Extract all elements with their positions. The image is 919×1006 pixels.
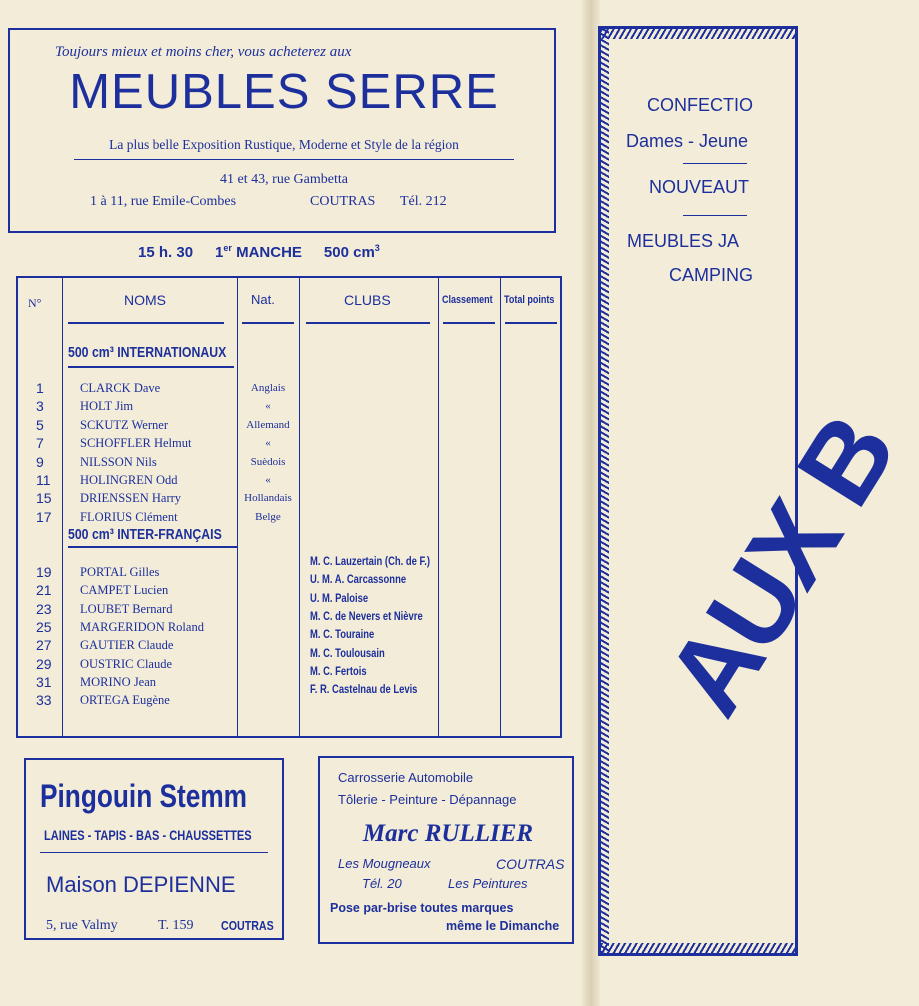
ad-maison: Maison DEPIENNE bbox=[46, 872, 236, 897]
ad-line-carrosserie: Carrosserie Automobile bbox=[338, 770, 474, 785]
header-no: N° bbox=[28, 296, 42, 310]
column-divider bbox=[299, 278, 300, 736]
row-club: U. M. A. Carcassonne bbox=[310, 574, 407, 587]
ad-line-services: Tôlerie - Peinture - Dépannage bbox=[338, 792, 517, 807]
row-rider-name: SCKUTZ Werner bbox=[80, 417, 168, 432]
ad-city: COUTRAS bbox=[310, 194, 376, 209]
header-names: NOMS bbox=[124, 292, 166, 308]
ad-pingouin-stemm bbox=[24, 758, 284, 940]
row-nationality: « bbox=[265, 474, 271, 486]
ad-phone: Tél. 20 bbox=[362, 876, 402, 891]
header-classement: Classement bbox=[442, 294, 493, 306]
row-number: 21 bbox=[36, 582, 52, 599]
column-divider bbox=[438, 278, 439, 736]
row-number: 1 bbox=[36, 380, 44, 396]
row-rider-name: CAMPET Lucien bbox=[80, 583, 169, 598]
row-club: M. C. Fertois bbox=[310, 665, 367, 678]
row-club: M. C. Toulousain bbox=[310, 647, 385, 660]
row-nationality: Hollandais bbox=[244, 492, 292, 505]
section-title-inter-francais: 500 cm³ INTER-FRANÇAIS bbox=[68, 526, 222, 543]
column-divider bbox=[62, 278, 63, 736]
row-number: 23 bbox=[36, 600, 52, 617]
header-underline bbox=[505, 322, 557, 324]
ad-brand-name: Pingouin Stemm bbox=[40, 778, 248, 814]
ad-description: La plus belle Exposition Rustique, Moderne et Style de la région bbox=[109, 137, 459, 152]
ad-pose: Pose par-brise toutes marques bbox=[330, 901, 514, 915]
row-rider-name: DRIENSSEN Harry bbox=[80, 491, 182, 506]
ad-address-line-1: 41 et 43, rue Gambetta bbox=[220, 172, 348, 187]
ad-address: 5, rue Valmy bbox=[46, 918, 118, 933]
row-number: 15 bbox=[36, 490, 52, 507]
right-line-5: CAMPING bbox=[669, 265, 754, 285]
section-underline bbox=[68, 366, 234, 368]
ad-brand-name: MEUBLES SERRE bbox=[69, 65, 499, 119]
row-rider-name: PORTAL Gilles bbox=[80, 565, 160, 579]
right-line-2: Dames - Jeune bbox=[626, 131, 749, 151]
row-rider-name: HOLT Jim bbox=[80, 399, 134, 414]
row-number: 7 bbox=[36, 435, 44, 452]
right-line-4: MEUBLES JA bbox=[627, 231, 740, 251]
row-number: 19 bbox=[36, 564, 52, 580]
row-number: 11 bbox=[36, 472, 51, 488]
hatched-border-left bbox=[601, 29, 609, 953]
ad-address-line-2: 1 à 11, rue Emile-Combes bbox=[90, 194, 237, 209]
row-number: 9 bbox=[36, 453, 44, 470]
row-club: M. C. Touraine bbox=[310, 629, 375, 642]
header-underline bbox=[68, 322, 224, 324]
row-number: 31 bbox=[36, 673, 52, 690]
ad-brand-name: Marc RULLIER bbox=[362, 820, 534, 847]
header-underline bbox=[306, 322, 430, 324]
row-rider-name: SCHOFFLER Helmut bbox=[80, 436, 192, 451]
row-rider-name: HOLINGREN Odd bbox=[80, 473, 178, 487]
row-number: 25 bbox=[36, 618, 52, 635]
ad-products: LAINES - TAPIS - BAS - CHAUSSETTES bbox=[44, 828, 252, 843]
divider bbox=[74, 159, 514, 160]
race-time: 15 h. 30 bbox=[138, 244, 194, 261]
race-manche: 1er MANCHE bbox=[215, 243, 302, 261]
row-nationality: Belge bbox=[255, 510, 281, 523]
header-nat: Nat. bbox=[251, 292, 275, 307]
row-rider-name: OUSTRIC Claude bbox=[80, 656, 173, 671]
row-number: 29 bbox=[36, 655, 52, 672]
right-big-title: AUX B bbox=[642, 396, 918, 736]
row-club: F. R. Castelnau de Levis bbox=[310, 684, 418, 697]
row-rider-name: MARGERIDON Roland bbox=[80, 619, 204, 634]
section-underline bbox=[68, 546, 238, 548]
row-number: 33 bbox=[36, 692, 52, 709]
row-nationality: Anglais bbox=[250, 382, 286, 394]
row-club: U. M. Paloise bbox=[310, 592, 369, 605]
right-page-ad bbox=[598, 26, 918, 956]
ad-meubles-serre bbox=[8, 28, 556, 233]
ad-marc-rullier bbox=[318, 756, 574, 944]
row-nationality: « bbox=[265, 437, 271, 450]
row-number: 5 bbox=[36, 416, 44, 433]
right-line-3: NOUVEAUT bbox=[649, 177, 750, 197]
hatched-border-top bbox=[601, 29, 795, 39]
row-number: 27 bbox=[36, 637, 52, 654]
row-number: 17 bbox=[36, 508, 52, 525]
divider bbox=[683, 215, 747, 216]
entry-table bbox=[16, 276, 562, 738]
row-rider-name: LOUBET Bernard bbox=[80, 601, 173, 616]
row-rider-name: CLARCK Dave bbox=[80, 381, 161, 395]
row-rider-name: NILSSON Nils bbox=[80, 454, 157, 469]
section-title-internationaux: 500 cm³ INTERNATIONAUX bbox=[68, 344, 227, 361]
row-nationality: « bbox=[265, 400, 271, 413]
row-number: 3 bbox=[36, 398, 44, 415]
race-heading bbox=[138, 243, 402, 261]
race-class: 500 $cm^3$ bbox=[323, 243, 380, 261]
right-line-1: CONFECTIO bbox=[647, 95, 753, 115]
row-rider-name: ORTEGA Eugène bbox=[80, 693, 170, 708]
ad-city: COUTRAS bbox=[221, 918, 274, 933]
row-club: M. C. Lauzertain (Ch. de F.) bbox=[310, 556, 430, 568]
ad-dimanche: même le Dimanche bbox=[446, 919, 560, 933]
ad-phone: Tél. 212 bbox=[400, 194, 447, 209]
header-underline bbox=[242, 322, 294, 324]
row-club: M. C. de Nevers et Nièvre bbox=[310, 610, 423, 623]
divider bbox=[40, 852, 268, 853]
row-nationality: Suèdois bbox=[250, 455, 286, 468]
hatched-border-bottom bbox=[601, 943, 795, 953]
row-rider-name: MORINO Jean bbox=[80, 674, 157, 689]
ad-locality: Les Mougneaux bbox=[338, 856, 431, 871]
header-clubs: CLUBS bbox=[344, 292, 391, 308]
header-underline bbox=[443, 322, 495, 324]
row-rider-name: FLORIUS Clément bbox=[80, 509, 178, 524]
ad-phone: T. 159 bbox=[158, 918, 194, 933]
ad-city: COUTRAS bbox=[496, 856, 565, 872]
header-total-points: Total points bbox=[504, 294, 555, 306]
ad-tagline: Toujours mieux et moins cher, vous acheterez aux bbox=[55, 44, 352, 60]
ad-peintures: Les Peintures bbox=[448, 876, 528, 891]
column-divider bbox=[500, 278, 501, 736]
divider bbox=[683, 163, 747, 164]
row-nationality: Allemand bbox=[246, 418, 290, 431]
column-divider bbox=[237, 278, 238, 736]
row-rider-name: GAUTIER Claude bbox=[80, 638, 174, 653]
